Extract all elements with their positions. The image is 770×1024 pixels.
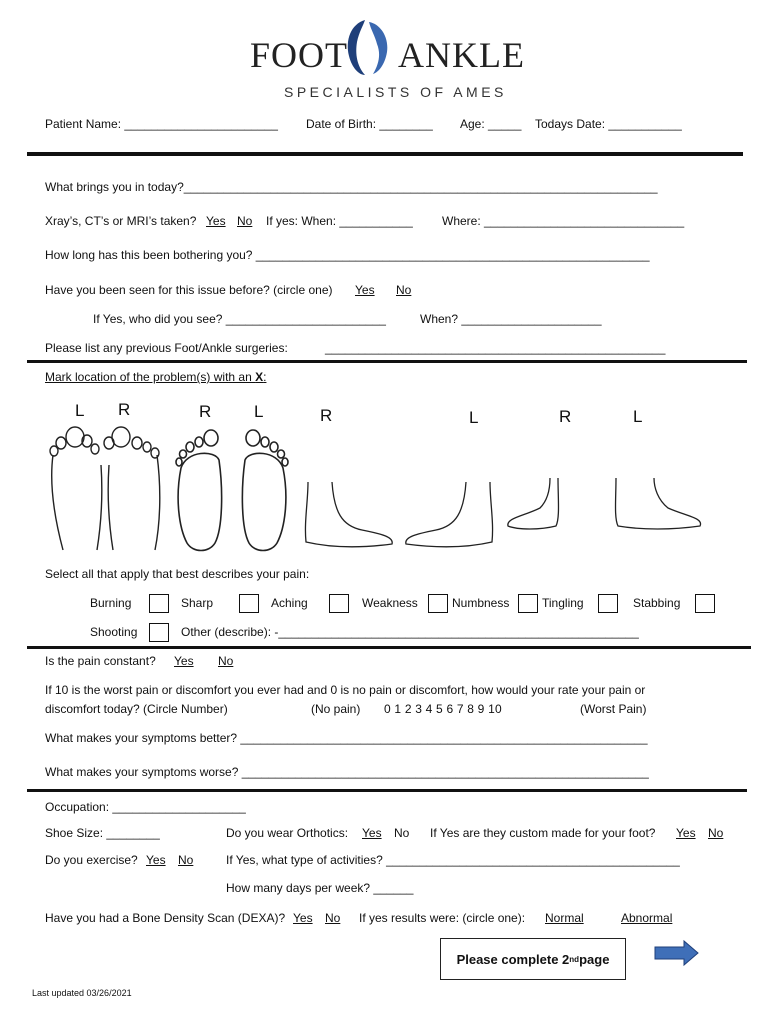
result-normal-option[interactable]: Normal: [545, 911, 584, 925]
xray-yes-option[interactable]: Yes: [206, 214, 226, 228]
section-divider: [27, 152, 743, 156]
mark-location-heading: Mark location of the problem(s) with an X:: [45, 370, 267, 384]
orthotics-question: Do you wear Orthotics:: [226, 826, 349, 840]
age-field[interactable]: Age: _____: [460, 117, 522, 131]
numbness-checkbox[interactable]: [518, 594, 538, 613]
foot-label: L: [469, 408, 479, 427]
dexa-no-option[interactable]: No: [325, 911, 341, 925]
sharp-checkbox[interactable]: [239, 594, 259, 613]
pain-scale-question-cont: discomfort today? (Circle Number): [45, 702, 228, 716]
pain-constant-question: Is the pain constant?: [45, 654, 156, 668]
foot-label: R: [199, 402, 212, 421]
exercise-question: Do you exercise?: [45, 853, 138, 867]
seen-yes-option[interactable]: Yes: [355, 283, 375, 297]
activities-field[interactable]: If Yes, what type of activities? ____________________________________________: [226, 853, 680, 867]
symptoms-worse-field[interactable]: What makes your symptoms worse? _____________________________________________________________: [45, 765, 649, 779]
foot-label: L: [254, 402, 264, 421]
xray-where-field[interactable]: Where: ______________________________: [442, 214, 685, 228]
feet-top-view-diagram: [45, 425, 165, 555]
complete-second-page-callout: Please complete 2 nd page: [440, 938, 626, 980]
right-foot-medial-diagram: [504, 478, 564, 533]
seen-before-question: Have you been seen for this issue before? (circle one): [45, 283, 333, 297]
what-brings-field[interactable]: What brings you in today?_______________________________________________________________________: [45, 180, 658, 194]
last-updated-footer: Last updated 03/26/2021: [32, 988, 132, 998]
pain-scale-question: If 10 is the worst pain or discomfort you ever had and 0 is no pain or discomfort, how would your rate your pain or: [45, 683, 646, 697]
exercise-no-option[interactable]: No: [178, 853, 194, 867]
surgeries-field[interactable]: ___________________________________________________: [325, 341, 666, 355]
left-foot-medial-diagram: [612, 478, 707, 533]
how-long-field[interactable]: How long has this been bothering you? ___________________________________________________________: [45, 248, 650, 262]
occupation-field[interactable]: Occupation: ____________________: [45, 800, 246, 814]
pain-option-label: Numbness: [452, 596, 510, 610]
foot-label: L: [633, 407, 643, 426]
exercise-yes-option[interactable]: Yes: [146, 853, 166, 867]
who-did-you-see-field[interactable]: If Yes, who did you see? ________________________: [93, 312, 386, 326]
pain-option-label: Tingling: [542, 596, 584, 610]
foot-label: R: [118, 400, 131, 419]
pain-option-label: Aching: [271, 596, 308, 610]
seen-when-field[interactable]: When? _____________________: [420, 312, 602, 326]
shoe-size-field[interactable]: Shoe Size: ________: [45, 826, 160, 840]
logo-word-foot: FOOT: [250, 35, 349, 75]
custom-made-question: If Yes are they custom made for your foot?: [430, 826, 656, 840]
todays-date-field[interactable]: Todays Date: ___________: [535, 117, 682, 131]
burning-checkbox[interactable]: [149, 594, 169, 613]
constant-yes-option[interactable]: Yes: [174, 654, 194, 668]
pain-scale-numbers[interactable]: 0 1 2 3 4 5 6 7 8 9 10: [384, 702, 502, 716]
section-divider: [27, 646, 751, 649]
foot-logo-icon: [343, 18, 393, 78]
other-describe-field[interactable]: Other (describe): -______________________________________________________: [181, 625, 639, 639]
pain-option-label: Shooting: [90, 625, 138, 639]
pain-select-instructions: Select all that apply that best describes your pain:: [45, 567, 310, 581]
dexa-results-question: If yes results were: (circle one):: [359, 911, 526, 925]
surgeries-question: Please list any previous Foot/Ankle surgeries:: [45, 341, 288, 355]
dexa-question: Have you had a Bone Density Scan (DEXA)?: [45, 911, 286, 925]
custom-yes-option[interactable]: Yes: [676, 826, 696, 840]
aching-checkbox[interactable]: [329, 594, 349, 613]
foot-label: R: [320, 406, 333, 425]
tingling-checkbox[interactable]: [598, 594, 618, 613]
custom-no-option[interactable]: No: [708, 826, 724, 840]
symptoms-better-field[interactable]: What makes your symptoms better? _____________________________________________________________: [45, 731, 648, 745]
seen-no-option[interactable]: No: [396, 283, 412, 297]
worst-pain-label: (Worst Pain): [580, 702, 647, 716]
stabbing-checkbox[interactable]: [695, 594, 715, 613]
xray-when-field[interactable]: If yes: When: ___________: [266, 214, 413, 228]
result-abnormal-option[interactable]: Abnormal: [621, 911, 673, 925]
left-foot-side-diagram: [402, 482, 497, 552]
xray-no-option[interactable]: No: [237, 214, 253, 228]
weakness-checkbox[interactable]: [428, 594, 448, 613]
pain-option-label: Burning: [90, 596, 132, 610]
foot-label: R: [559, 407, 572, 426]
right-arrow-icon: [654, 940, 700, 966]
patient-name-field[interactable]: Patient Name: _______________________: [45, 117, 278, 131]
right-foot-side-diagram: [302, 482, 397, 552]
pain-option-label: Stabbing: [633, 596, 681, 610]
orthotics-yes-option[interactable]: Yes: [362, 826, 382, 840]
days-per-week-field[interactable]: How many days per week? ______: [226, 881, 414, 895]
constant-no-option[interactable]: No: [218, 654, 234, 668]
foot-label: L: [75, 401, 85, 420]
feet-sole-view-diagram: [173, 428, 293, 558]
dob-field[interactable]: Date of Birth: ________: [306, 117, 433, 131]
dexa-yes-option[interactable]: Yes: [293, 911, 313, 925]
section-divider: [27, 360, 747, 363]
pain-option-label: Weakness: [362, 596, 418, 610]
section-divider: [27, 789, 747, 792]
shooting-checkbox[interactable]: [149, 623, 169, 642]
orthotics-no-option[interactable]: No: [394, 826, 410, 840]
no-pain-label: (No pain): [311, 702, 361, 716]
pain-option-label: Sharp: [181, 596, 214, 610]
xray-question: Xray’s, CT’s or MRI’s taken?: [45, 214, 197, 228]
logo-word-ankle: ANKLE: [398, 35, 525, 75]
logo-subtitle: SPECIALISTS OF AMES: [284, 84, 507, 100]
